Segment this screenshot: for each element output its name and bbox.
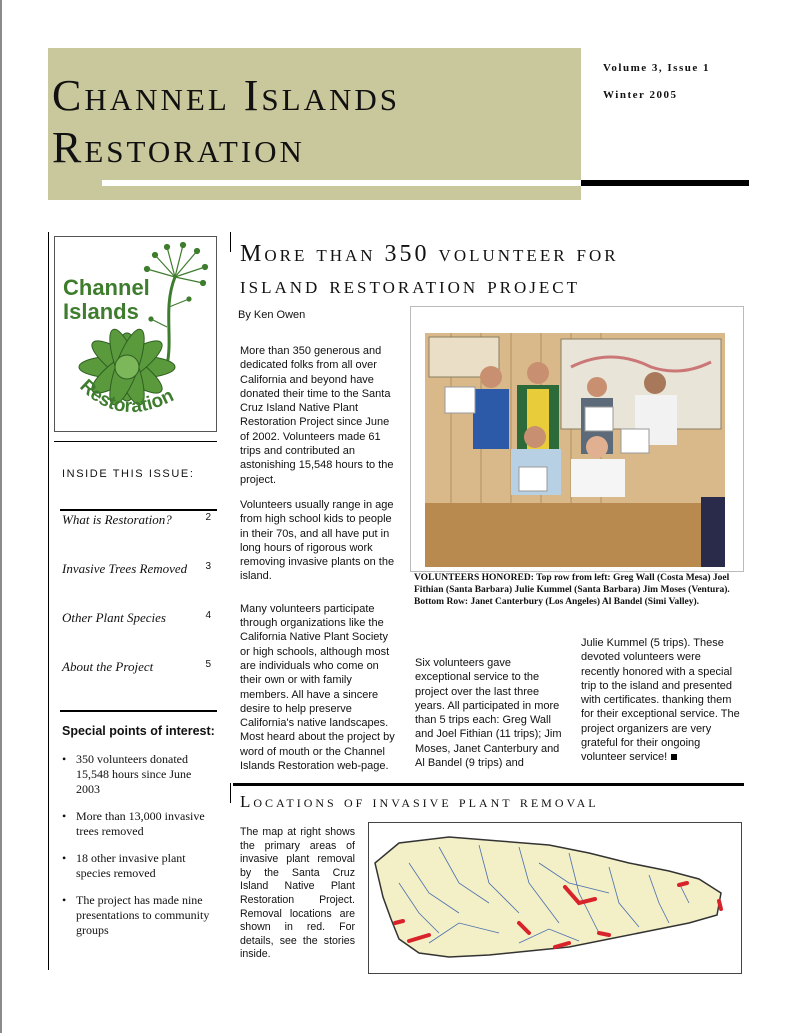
list-item: • The project has made nine presentations to community groups [62, 893, 217, 938]
toc-label: What is Restoration? [62, 512, 172, 527]
article-column-3 [581, 636, 741, 765]
title-line-2: Restoration [52, 123, 305, 172]
article-rule [230, 232, 231, 252]
inside-issue-rule [60, 509, 217, 511]
toc-page-number: 4 [205, 610, 211, 621]
toc-page-number: 5 [205, 659, 211, 670]
end-of-story-mark [671, 754, 677, 760]
issue-season: Winter 2005 [603, 89, 678, 101]
article-column-1 [240, 344, 400, 784]
page-edge [0, 0, 2, 1033]
toc-item-invasive-trees[interactable] [62, 561, 217, 577]
article2-rule [233, 783, 744, 786]
logo-rule [54, 441, 217, 442]
special-points-list [62, 752, 217, 950]
article-headline [240, 238, 740, 302]
list-item: • More than 13,000 invasive trees removed [62, 809, 217, 839]
headline-line-1: More than 350 volunteer for [240, 241, 619, 267]
volunteer-photo-frame [410, 306, 744, 572]
article-column-2 [415, 656, 565, 770]
paragraph: Many volunteers participate through organizations like the California Native Plant Society or high schools, although most are individuals who come on their own or with family members. All have a sincere desire to help preserve California's native landscapes. Most heard about the project by word of mouth or the Channel Islands Restoration web-page. [240, 602, 395, 773]
paragraph: Volunteers usually range in age from high school kids to people in their 70s, and all have put in long hours of rigorous work removing invasive plants on the island. [240, 498, 395, 583]
toc-page-number: 3 [205, 561, 211, 572]
masthead-white-bar [102, 180, 582, 186]
island-map-frame [368, 822, 742, 974]
toc-item-about-project[interactable] [62, 659, 217, 675]
title-line-1: Channel Islands [52, 71, 400, 120]
newsletter-title [52, 70, 400, 174]
masthead-black-bar [581, 180, 749, 186]
special-points-rule [60, 710, 217, 712]
logo-word-islands: Islands [63, 299, 139, 324]
toc-item-restoration[interactable] [62, 512, 217, 528]
volume-issue: Volume 3, Issue 1 [603, 62, 710, 74]
toc-label: Other Plant Species [62, 610, 166, 625]
list-item: • 350 volunteers donated 15,548 hours since June 2003 [62, 752, 217, 797]
toc-label: About the Project [62, 659, 154, 674]
headline-line-2: island restoration project [240, 273, 580, 299]
article2-side-rule [230, 783, 231, 803]
special-points-title: Special points of interest: [62, 724, 215, 738]
santa-cruz-island-map [369, 823, 741, 973]
logo-graphic [55, 237, 216, 431]
toc-page-number: 2 [205, 512, 211, 523]
logo-word-channel: Channel [63, 275, 150, 300]
logo-restoration-path: Restoration [75, 375, 178, 418]
volunteer-photo [411, 307, 743, 571]
article2-headline: Locations of invasive plant removal [240, 792, 599, 811]
issue-info [603, 62, 710, 116]
toc-item-other-species[interactable] [62, 610, 217, 626]
toc-label: Invasive Trees Removed [62, 561, 188, 576]
map-description: The map at right shows the primary areas of invasive plant removal by the Santa Cruz Island Native Plant Restoration Project. Removal locations are shown in red. For details, see the stories inside. [240, 826, 355, 961]
paragraph: Julie Kummel (5 trips). These devoted volunteers were recently honored with a special trip to the island and presented with certificates. thanking them for their exceptional service. The project organizers are very grateful for their ongoing volunteer service! [581, 637, 740, 764]
paragraph: Six volunteers gave exceptional service to the project over the last three years. All participated in more than 5 trips each: Greg Wall and Joel Fithian (11 trips); Jim Moses, Janet Canterbury and Al Bandel (9 trips) and [415, 657, 562, 770]
photo-caption: VOLUNTEERS HONORED: Top row from left: Greg Wall (Costa Mesa) Joel Fithian (Santa Barbara) Julie Kummel (Santa Barbara) Jim Moses (Ventura). Bottom Row: Janet Canterbury (Los Angeles) Al Bandel (Simi Valley). [414, 573, 730, 607]
channel-islands-logo [54, 236, 217, 432]
sidebar-rule [48, 232, 49, 970]
inside-issue-title: INSIDE THIS ISSUE: [62, 468, 195, 480]
list-item: • 18 other invasive plant species removed [62, 851, 217, 881]
paragraph: More than 350 generous and dedicated folks from all over California and beyond have donated their time to the Santa Cruz Island Native Plant Restoration Project since June of 2002. Volunteers made 61 trips and contributed an astonishing 15,548 hours to the project. [240, 345, 394, 486]
article-byline: By Ken Owen [238, 309, 306, 321]
